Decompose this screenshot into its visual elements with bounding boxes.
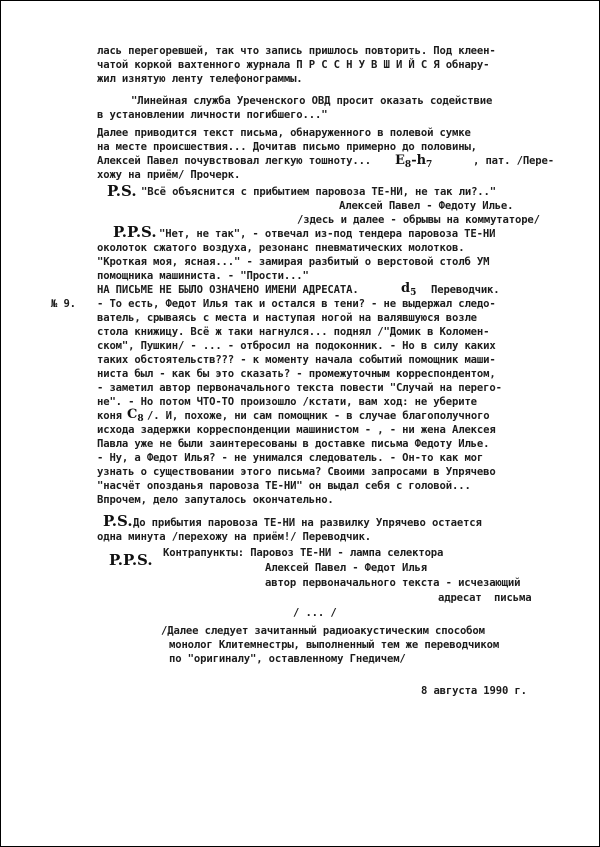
text-line: До прибытия паровоза ТЕ-НИ на развилку Упрячево остается: [133, 517, 482, 529]
text-line: лась перегоревшей, так что запись пришлось повторить. Под клеен-: [97, 45, 496, 57]
handwritten-formula: $E_8-h_7$: [395, 153, 433, 170]
text-line: коня: [97, 410, 122, 422]
handwritten-pps: P.P.S.: [113, 223, 157, 241]
text-line: "насчёт опозданья паровоза ТЕ-НИ" он выдал себя с головой...: [97, 480, 471, 492]
text-line: / ... /: [293, 607, 337, 619]
text-line: стола книжицу. Всё ж таки нагнулся... поднял /"Домик в Коломен-: [97, 326, 490, 338]
text-line: НА ПИСЬМЕ НЕ БЫЛО ОЗНАЧЕНО ИМЕНИ АДРЕСАТА.: [97, 284, 359, 296]
text-line: - Ну, а Федот Илья? - не унимался следователь. - Он-то как мог: [97, 452, 484, 464]
text-line: адресат письма: [438, 592, 532, 604]
handwritten-ps: P.S.: [107, 182, 137, 200]
section-number: № 9.: [51, 298, 76, 310]
text-line: /здесь и далее - обрывы на коммутаторе/: [297, 214, 540, 226]
handwritten-ps: P.S.: [103, 512, 133, 530]
text-line: Контрапункты: Паровоз ТЕ-НИ - лампа селектора: [163, 547, 444, 559]
text-line: чатой коркой вахтенного журнала П Р С С Н У В Ш И Й С Я обнару-: [97, 59, 490, 71]
text-line: автор первоначального текста - исчезающий: [265, 577, 521, 589]
text-line: Далее приводится текст письма, обнаруженного в полевой сумке: [97, 127, 471, 139]
text-line: /. И, похоже, ни сам помощник - в случае благополучного: [147, 410, 490, 422]
text-line: /Далее следует зачитанный радиоакустическим способом: [161, 625, 485, 637]
text-line: не". - Но потом ЧТО-ТО произошло /кстати, вам ход: не уберите: [97, 396, 477, 408]
text-line: ниста был - как бы это сказать? - промежуточным корреспондентом,: [97, 368, 496, 380]
text-line: хожу на приём/ Прочерк.: [97, 169, 241, 181]
text-line: , пат. /Пере-: [473, 155, 554, 167]
text-line: ском", Пушкин/ - ... - отбросил на подоконник. - Но в силу каких: [97, 340, 496, 352]
text-line: "Нет, не так", - отвечал из-под тендера паровоза ТЕ-НИ: [159, 228, 496, 240]
text-line: "Линейная служба Уреченского ОВД просит оказать содействие: [131, 95, 493, 107]
text-line: узнать о существовании этого письма? Своими запросами в Упрячево: [97, 466, 496, 478]
text-line: - заметил автор первоначального текста повести "Случай на перего-: [97, 382, 502, 394]
text-line: околоток сжатого воздуха, резонанс пневматических молотков.: [97, 242, 465, 254]
text-line: Алексей Павел - Федоту Илье.: [339, 200, 514, 212]
text-line: Переводчик.: [431, 284, 500, 296]
text-line: "Всё объяснится с прибытием паровоза ТЕ-НИ, не так ли?..": [141, 186, 496, 198]
text-line: "Кроткая моя, ясная..." - замирая разбитый о верстовой столб УМ: [97, 256, 490, 268]
date-line: 8 августа 1990 г.: [421, 685, 527, 697]
text-line: ватель, срываясь с места и наступая ногой на валявшуюся возле: [97, 312, 477, 324]
text-line: Павла уже не были заинтересованы в доставке письма Федоту Илье.: [97, 438, 490, 450]
text-line: Алексей Павел - Федот Илья: [265, 562, 427, 574]
text-line: жил изнятую ленту телефонограммы.: [97, 73, 303, 85]
text-line: в установлении личности погибшего...": [97, 109, 328, 121]
text-line: одна минута /перехожу на приём!/ Переводчик.: [97, 531, 372, 543]
text-line: Впрочем, дело запуталось окончательно.: [97, 494, 334, 506]
handwritten-symbol: $C_8$: [127, 407, 144, 424]
text-line: Алексей Павел почувствовал легкую тошноту...: [97, 155, 372, 167]
text-line: исхода задержки корреспонденции машинистом - , - ни жена Алексея: [97, 424, 496, 436]
handwritten-symbol: $d_5$: [401, 281, 417, 298]
handwritten-pps: P.P.S.: [109, 551, 153, 569]
text-line: - То есть, Федот Илья так и остался в тени? - не выдержал следо-: [97, 298, 496, 310]
text-line: таких обстоятельств??? - к моменту начала событий помощник маши-: [97, 354, 496, 366]
text-line: на месте происшествия... Дочитав письмо примерно до половины,: [97, 141, 477, 153]
text-line: монолог Клитемнестры, выполненный тем же переводчиком: [169, 639, 500, 651]
text-line: помощника машиниста. - "Прости...": [97, 270, 309, 282]
text-line: по "оригиналу", оставленному Гнедичем/: [169, 653, 406, 665]
